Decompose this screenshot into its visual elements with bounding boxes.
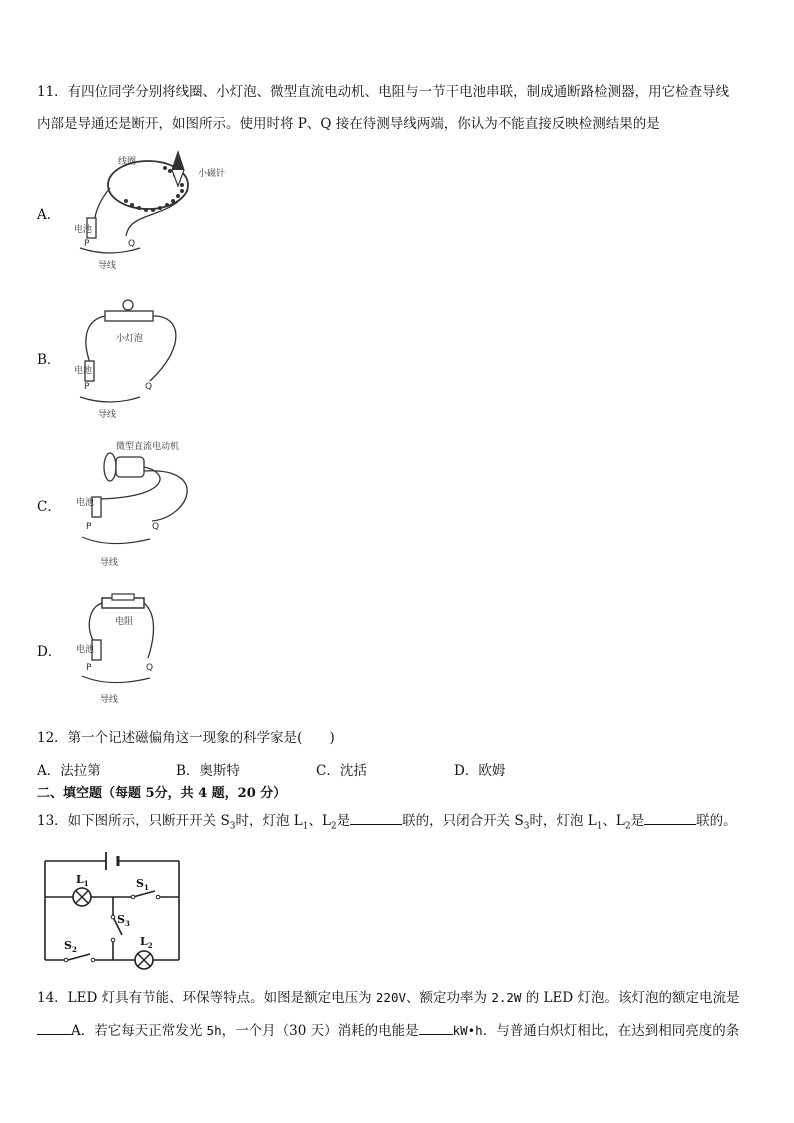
q11-option-d-label[interactable]: D． bbox=[37, 644, 62, 660]
svg-text:L2: $L_2$ bbox=[140, 935, 153, 950]
q12-choice-d[interactable]: D．欧姆 bbox=[454, 763, 506, 779]
s3-label: S bbox=[117, 913, 125, 926]
bulb-text: 小灯泡 bbox=[116, 334, 144, 344]
motor-text: 微型直流电动机 bbox=[116, 442, 180, 452]
p-terminal-c: P bbox=[86, 522, 92, 532]
wire-text-a: 导线 bbox=[98, 261, 117, 271]
q12-choice-a[interactable]: A．法拉第 bbox=[37, 763, 101, 779]
q14-blank-1[interactable] bbox=[37, 1020, 71, 1035]
battery-text-c: 电池 bbox=[76, 498, 95, 508]
l2-label: L bbox=[140, 935, 148, 948]
q11-option-b-label[interactable]: B． bbox=[37, 352, 61, 368]
p-terminal-a: P bbox=[84, 239, 90, 249]
q12-stem: 12．第一个记述磁偏角这一现象的科学家是( ) bbox=[37, 730, 335, 746]
resistor-text: 电阻 bbox=[115, 617, 134, 627]
q11-option-c-label[interactable]: C． bbox=[37, 499, 61, 515]
coil-text: 线圈 bbox=[118, 157, 137, 167]
q-terminal-c: Q bbox=[152, 522, 160, 532]
q13-blank-1[interactable] bbox=[350, 810, 402, 825]
q-terminal-d: Q bbox=[146, 663, 154, 673]
q11-option-a-label[interactable]: A． bbox=[37, 207, 61, 223]
coil-figure bbox=[70, 150, 226, 271]
q11-stem-line1: 11．有四位同学分别将线圈、小灯泡、微型直流电动机、电阻与一节干电池串联，制成通断路检测器，用它检查导线 bbox=[37, 84, 730, 100]
battery-text-b: 电池 bbox=[74, 366, 93, 376]
q14-line1: 14．LED 灯具有节能、环保等特点。如图是额定电压为 220V、额定功率为 2.2W 的 LED 灯泡。该灯泡的额定电流是 bbox=[37, 990, 740, 1006]
compass-text: 小磁针 bbox=[198, 169, 226, 179]
q11-stem-line2: 内部是导通还是断开，如图所示。使用时将 P、Q 接在待测导线两端，你认为不能直接反映检测结果的是 bbox=[37, 116, 660, 132]
svg-text:L1: $L_1$ bbox=[76, 873, 89, 888]
s1-label: S bbox=[136, 877, 144, 890]
motor-figure bbox=[70, 437, 230, 569]
q12-choice-c[interactable]: C．沈括 bbox=[316, 763, 367, 779]
bulb-figure bbox=[70, 295, 200, 420]
lamp-l2-icon bbox=[135, 951, 153, 969]
q13-stem: 13．如下图所示，只断开开关 $S_3$时，灯泡 $L_1$、$L_2$是 联的，只闭合开关 $S_3$时，灯泡 $L_1$、$L_2$是 联的。 bbox=[37, 810, 737, 836]
wire-text-d: 导线 bbox=[100, 695, 119, 705]
q-terminal-a: Q bbox=[128, 239, 136, 249]
l1-label: L bbox=[76, 873, 84, 886]
wire-text-b: 导线 bbox=[98, 410, 117, 420]
svg-text:S3: $S_3$ bbox=[117, 913, 130, 928]
resistor-figure bbox=[70, 590, 200, 708]
section-title: 二、填空题（每题 5分，共 4 题，20 分） bbox=[37, 786, 287, 801]
q13-blank-2[interactable] bbox=[644, 810, 696, 825]
circuit-diagram bbox=[38, 845, 188, 975]
p-terminal-d: P bbox=[86, 663, 92, 673]
p-terminal-b: P bbox=[84, 382, 90, 392]
lamp-l1-icon bbox=[73, 888, 91, 906]
q-terminal-b: Q bbox=[145, 382, 153, 392]
svg-text:S1: $S_1$ bbox=[136, 877, 149, 892]
wire-text-c: 导线 bbox=[100, 558, 119, 568]
svg-text:S2: $S_2$ bbox=[64, 939, 77, 954]
q14-blank-2[interactable] bbox=[419, 1020, 453, 1035]
q12-choice-b[interactable]: B．奥斯特 bbox=[176, 763, 240, 779]
battery-text-d: 电池 bbox=[76, 645, 95, 655]
battery-text-a: 电池 bbox=[74, 225, 93, 235]
s2-label: S bbox=[64, 939, 72, 952]
q14-line2: A．若它每天正常发光 5h，一个月（30 天）消耗的电能是 kW•h．与普通白炽灯相比，在达到相同亮度的条 bbox=[37, 1020, 739, 1040]
